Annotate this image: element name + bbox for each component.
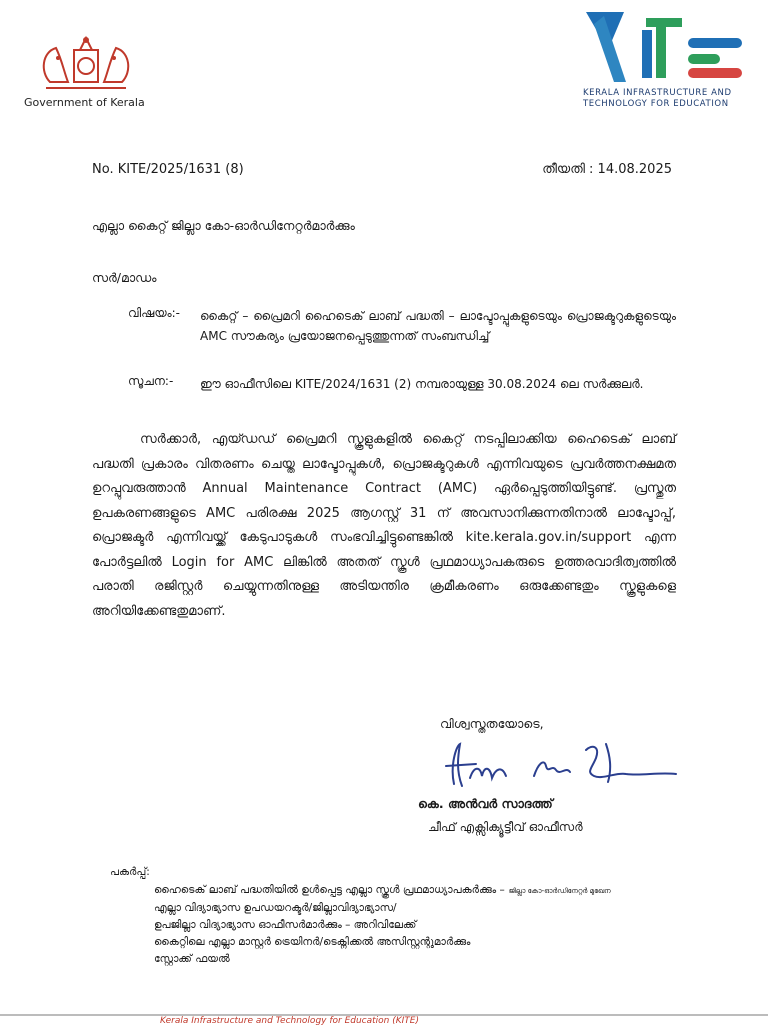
copy-to-list bbox=[154, 882, 611, 968]
copy-to-item-note: ജില്ലാ കോ-ഓർഡിനേറ്റർ മുഖേന bbox=[508, 887, 611, 895]
signatory-name: കെ. അൻവർ സാദത്ത് bbox=[418, 796, 553, 811]
addressee: എല്ലാ കൈറ്റ് ജില്ലാ കോ-ഓർഡിനേറ്റർമാർക്കും bbox=[92, 218, 355, 233]
reference-text: ഈ ഓഫീസിലെ KITE/2024/1631 (2) നമ്പരായുള്ള 30.08.2024 ലെ സർക്കുലർ. bbox=[200, 377, 644, 391]
reference-number: No. KITE/2025/1631 (8) bbox=[92, 162, 244, 177]
reference-label: സൂചന:- bbox=[128, 374, 174, 388]
subject-label: വിഷയം:- bbox=[128, 306, 180, 320]
copy-to-item: സ്റ്റോക്ക് ഫയൽ bbox=[154, 953, 230, 965]
kerala-emblem-icon bbox=[36, 32, 136, 94]
letter-date: തീയതി : 14.08.2025 bbox=[542, 162, 672, 177]
footer-text: Kerala Infrastructure and Technology for Education (KITE) bbox=[160, 1016, 420, 1026]
signature-icon bbox=[436, 736, 680, 798]
closing: വിശ്വസ്തതയോടെ, bbox=[440, 716, 544, 731]
letter-body: സർക്കാർ, എയ്ഡഡ് പ്രൈമറി സ്കൂളുകളിൽ കൈറ്റ് നടപ്പിലാക്കിയ ഹൈടെക് ലാബ് പദ്ധതി പ്രകാരം വിതരണം ചെയ്ത ലാപ്ടോപ്പുകൾ, പ്രൊജക്ടറുകൾ എന്നിവയുടെ പ്രവർത്തനക്ഷമത ഉറപ്പുവരുത്താൻ Annual Maintenance Contract (AMC) ഏർപ്പെടുത്തിയിട്ടുണ്ട്. പ്രസ്തുത ഉപകരണങ്ങളുടെ AMC പരിരക്ഷ 2025 ആഗസ്റ്റ് 31 ന് അവസാനിക്കുന്നതിനാൽ ലാപ്ടോപ്പ്, പ്രൊജക്ടർ എന്നിവയ്ക്ക് കേടുപാടുകൾ സംഭവിച്ചിട്ടുണ്ടെങ്കിൽ kite.kerala.gov.in/support എന്ന പോർട്ടലിൽ Login for AMC ലിങ്കിൽ അതത് സ്കൂൾ പ്രഥമാധ്യാപകരുടെ ഉത്തരവാദിത്വത്തിൽ പരാതി രജിസ്റ്റർ ചെയ്യുന്നതിനുള്ള അടിയന്തിര ക്രമീകരണം ഒരുക്കേണ്ടതും സ്കൂളുകളെ അറിയിക്കേണ്ടതുമാണ്. bbox=[92, 432, 676, 619]
kite-logo-icon bbox=[584, 10, 746, 86]
salutation: സർ/മാഡം bbox=[92, 270, 157, 285]
kite-caption-line2: TECHNOLOGY FOR EDUCATION bbox=[583, 99, 729, 109]
copy-to-item: എല്ലാ വിദ്യാഭ്യാസ ഉപഡയറക്ടർ/ജില്ലാവിദ്യാഭ്യാസ/ bbox=[154, 902, 397, 914]
copy-to-label: പകർപ്പ്: bbox=[110, 866, 150, 878]
copy-to-item: കൈറ്റിലെ എല്ലാ മാസ്റ്റർ ട്രെയിനർ/ടെക്നിക്കൽ അസിസ്റ്റന്റുമാർക്കും bbox=[154, 936, 471, 948]
copy-to-item bbox=[154, 882, 611, 900]
kite-caption bbox=[583, 88, 732, 110]
kite-caption-line1: KERALA INFRASTRUCTURE AND bbox=[583, 88, 732, 98]
copy-to-item: ഉപജില്ലാ വിദ്യാഭ്യാസ ഓഫീസർമാർക്കും – അറിവിലേക്ക് bbox=[154, 919, 417, 931]
signatory-title: ചീഫ് എക്സിക്യൂട്ടീവ് ഓഫീസർ bbox=[428, 820, 583, 834]
government-of-kerala-label: Government of Kerala bbox=[24, 96, 145, 109]
subject-text: കൈറ്റ് – പ്രൈമറി ഹൈടെക് ലാബ് പദ്ധതി – ലാപ്ടോപ്പുകളുടെയും പ്രൊജക്ടറുകളുടെയും AMC സൗകര്യം പ്രയോജനപ്പെടുത്തുന്നത് സംബന്ധിച്ച് bbox=[200, 309, 676, 343]
copy-to-item-text: ഹൈടെക് ലാബ് പദ്ധതിയിൽ ഉൾപ്പെട്ട എല്ലാ സ്കൂൾ പ്രഥമാധ്യാപകർക്കും – bbox=[154, 884, 505, 896]
